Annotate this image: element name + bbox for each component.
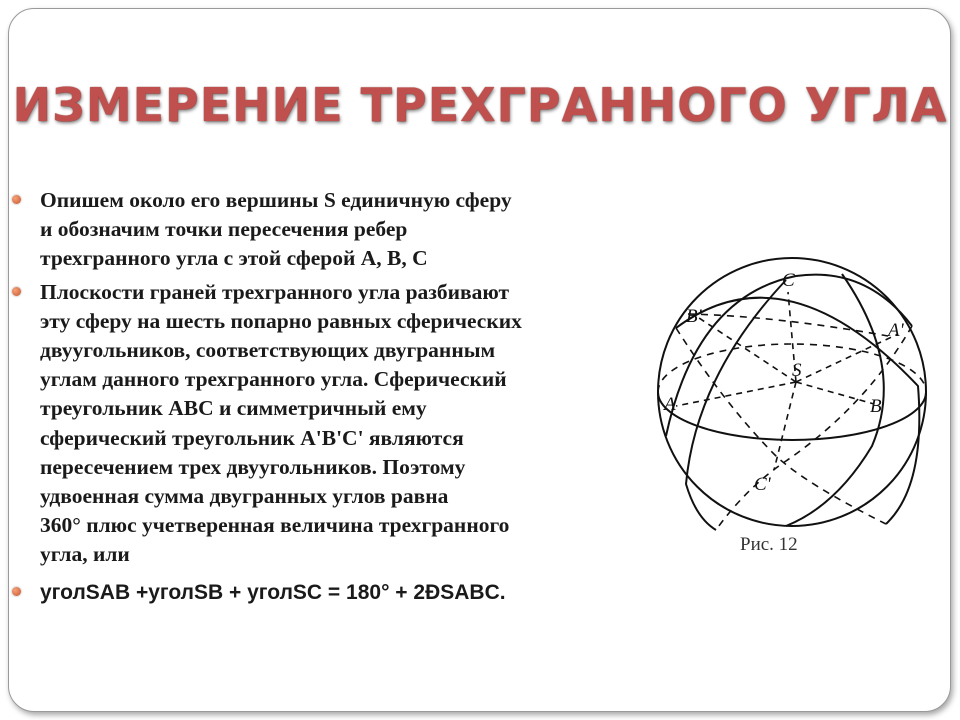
edge-s-bprime [696, 316, 796, 382]
label-b: B [870, 396, 882, 417]
bullet-dot-icon [12, 587, 21, 596]
bullet-item-2 [12, 278, 652, 570]
label-c: C [782, 270, 795, 291]
text-line: углам данного трехгранного угла. Сферический [40, 367, 507, 392]
text-line: трехгранного угла с этой сферой A, B, C [40, 246, 428, 271]
label-b-prime: B' [686, 306, 702, 327]
bullet-list [12, 186, 652, 611]
label-a: A [664, 394, 676, 415]
text-line: угла, или [40, 542, 130, 567]
text-line: удвоенная сумма двугранных углов равна [40, 484, 449, 509]
bullet-dot-icon [12, 287, 21, 296]
formula-text: уголSAB +уголSB + уголSC = 180° + 2ÐSABC. [40, 580, 506, 604]
label-a-prime: A' [888, 320, 904, 341]
text-line: пересечением трех двуугольников. Поэтому [40, 454, 466, 479]
text-line: эту сферу на шесть попарно равных сферических [40, 308, 522, 333]
edge-s-cprime [774, 382, 796, 470]
text-line: Опишем около его вершины S единичную сферу [40, 188, 512, 212]
text-line: и обозначим точки пересечения ребер [40, 217, 408, 242]
text-line: 360° плюс учетверенная величина трехгранного [40, 513, 510, 538]
bullet-item-formula [12, 578, 652, 607]
text-line: сферический треугольник A'B'C' являются [40, 425, 464, 450]
text-line: треугольник ABC и симметричный ему [40, 396, 427, 421]
bullet-dot-icon [12, 195, 21, 204]
edge-s-b [796, 382, 874, 404]
sphere-figure [636, 256, 952, 566]
label-c-prime: C' [754, 474, 771, 495]
slide-title: ИЗМЕРЕНИЕ ТРЕХГРАННОГО УГЛА [12, 78, 948, 132]
equator-front [658, 392, 926, 440]
text-line: Плоскости граней трехгранного угла разбивают [40, 279, 510, 304]
bullet-item-1 [12, 186, 652, 274]
text-line: двуугольников, соответствующих двугранным [40, 338, 496, 363]
hidden-arc-1 [676, 328, 886, 524]
edge-s-a [676, 382, 796, 406]
figure-caption: Рис. 12 [740, 534, 798, 555]
label-s: S [792, 360, 802, 381]
